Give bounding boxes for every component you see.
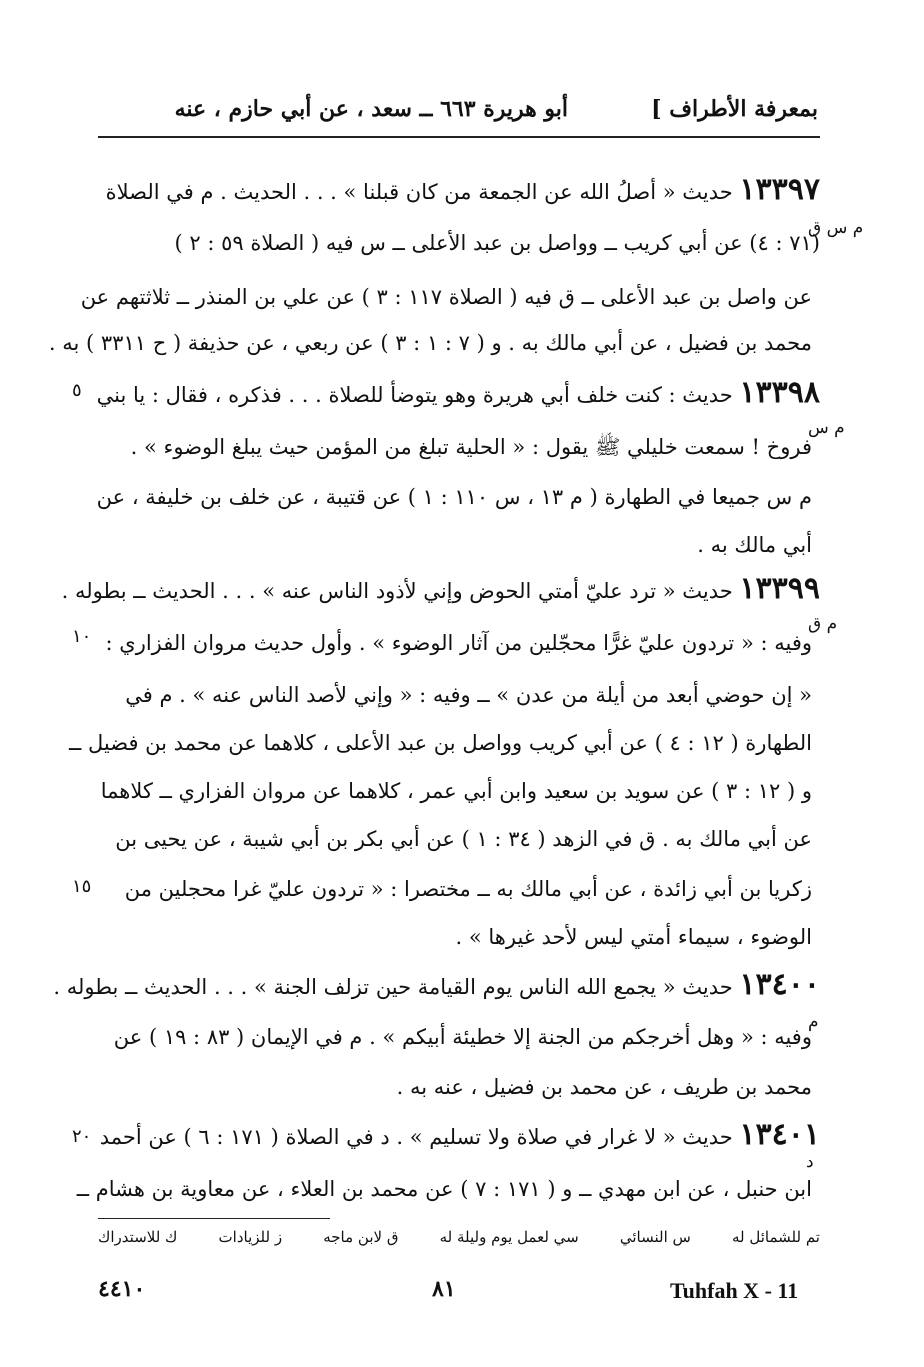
hadith-text: حديث « أصلُ الله عن الجمعة من كان قبلنا » . . . الحديث . م في الصلاة xyxy=(105,180,733,204)
hadith-number: ١٣٣٩٧ xyxy=(739,172,820,207)
hadith-13397-line-2: (٧١ : ٤) عن أبي كريب ــ وواصل بن عبد الأعلى ــ س فيه ( الصلاة ٥٩ : ٢ ) xyxy=(174,231,820,255)
hadith-number: ١٣٤٠٠ xyxy=(739,967,820,1002)
margin-sigla: م س xyxy=(808,418,845,438)
margin-sigla: م ق xyxy=(808,614,838,634)
hadith-13398-line-2: فروخ ! سمعت خليلي ﷺ يقول : « الحلية تبلغ من المؤمن حيث يبلغ الوضوء » . xyxy=(130,435,812,459)
abbreviation: تم للشمائل له xyxy=(731,1228,820,1246)
hadith-13399-line-8: الوضوء ، سيماء أمتي ليس لأحد غيرها » . xyxy=(455,925,812,949)
hadith-13397-line-4: محمد بن فضيل ، عن أبي مالك به . و ( ٧ : ١ : ٣ ) عن ربعي ، عن حذيفة ( ح ٣٣١١ ) به . xyxy=(48,331,812,355)
hadith-13399-line-5: و ( ١٢ : ٣ ) عن سويد بن سعيد وابن أبي عمر ، كلاهما عن مروان الفزاري ــ كلاهما xyxy=(100,779,812,803)
hadith-number: ١٣٣٩٨ xyxy=(739,375,820,410)
hadith-13397-line-3: عن واصل بن عبد الأعلى ــ ق فيه ( الصلاة ١١٧ : ٣ ) عن علي بن المنذر ــ ثلاثتهم عن xyxy=(80,285,812,309)
hadith-number: ١٣٤٠١ xyxy=(739,1117,820,1152)
running-header xyxy=(98,92,818,132)
hadith-13399-line-1 xyxy=(61,571,820,606)
hadith-13400-line-1 xyxy=(53,967,820,1002)
hadith-text: حديث « يجمع الله الناس يوم القيامة حين تزلف الجنة » . . . الحديث ــ بطوله . xyxy=(53,975,733,999)
margin-sigla: م س ق xyxy=(808,218,864,238)
volume-label: Tuhfah X - 11 xyxy=(670,1278,799,1303)
header-rule xyxy=(98,136,820,138)
abbreviation-key xyxy=(98,1228,820,1258)
line-number: ٥ xyxy=(72,380,82,401)
abbreviation: سي لعمل يوم وليلة له xyxy=(439,1228,579,1246)
margin-sigla: م xyxy=(808,1012,819,1032)
margin-sigla: د xyxy=(806,1152,814,1172)
abbreviation: ق لابن ماجه xyxy=(323,1228,399,1246)
abbreviation: ك للاستدراك xyxy=(98,1228,178,1246)
hadith-13399-line-2: وفيه : « تردون عليّ غرًّا محجّلين من آثار الوضوء » . وأول حديث مروان الفزاري : xyxy=(105,631,812,655)
abbreviation: ز للزيادات xyxy=(218,1228,283,1246)
hadith-13397-line-1 xyxy=(105,172,820,207)
hadith-13399-line-6: عن أبي مالك به . ق في الزهد ( ٣٤ : ١ ) عن أبي بكر بن أبي شيبة ، عن يحيى بن xyxy=(115,827,812,851)
hadith-text: حديث : كنت خلف أبي هريرة وهو يتوضأ للصلاة . . . فذكره ، فقال : يا بني xyxy=(96,383,733,407)
line-number: ٢٠ xyxy=(72,1126,92,1147)
hadith-13401-line-2: ابن حنبل ، عن ابن مهدي ــ و ( ١٧١ : ٧ ) عن محمد بن العلاء ، عن معاوية بن هشام ــ xyxy=(76,1177,812,1201)
hadith-13400-line-2: وفيه : « وهل أخرجكم من الجنة إلا خطيئة أبيكم » . م في الإيمان ( ٨٣ : ١٩ ) عن xyxy=(113,1025,812,1049)
hadith-number: ١٣٣٩٩ xyxy=(739,571,820,606)
hadith-13398-line-1 xyxy=(96,375,820,410)
hadith-13399-line-4: الطهارة ( ١٢ : ٤ ) عن أبي كريب وواصل بن عبد الأعلى ، كلاهما عن محمد بن فضيل ــ xyxy=(69,731,812,755)
hadith-13399-line-3: « إن حوضي أبعد من أيلة من عدن » ــ وفيه : « وإني لأصد الناس عنه » . م في xyxy=(125,683,812,707)
header-book-title: بمعرفة الأطراف ] xyxy=(651,96,818,122)
entry-range-number: ٤٤١٠ xyxy=(98,1276,146,1302)
hadith-13401-line-1 xyxy=(99,1117,820,1152)
hadith-13398-line-4: أبي مالك به . xyxy=(697,533,812,557)
footnote-rule xyxy=(98,1218,330,1219)
abbreviation: س النسائي xyxy=(619,1228,691,1246)
page-number: ٨١ xyxy=(432,1276,456,1302)
hadith-13400-line-3: محمد بن طريف ، عن محمد بن فضيل ، عنه به . xyxy=(396,1075,812,1099)
line-number: ١٠ xyxy=(72,626,92,647)
line-number: ١٥ xyxy=(72,876,92,897)
hadith-text: حديث « ترد عليّ أمتي الحوض وإني لأذود الناس عنه » . . . الحديث ــ بطوله . xyxy=(61,579,733,603)
hadith-13398-line-3: م س جميعا في الطهارة ( م ١٣ ، س ١١٠ : ١ ) عن قتيبة ، عن خلف بن خليفة ، عن xyxy=(96,485,812,509)
hadith-text: حديث « لا غرار في صلاة ولا تسليم » . د في الصلاة ( ١٧١ : ٦ ) عن أحمد xyxy=(99,1125,733,1149)
header-chain: أبو هريرة ٦٦٣ ــ سعد ، عن أبي حازم ، عنه xyxy=(174,96,568,122)
hadith-13399-line-7: زكريا بن أبي زائدة ، عن أبي مالك به ــ مختصرا : « تردون عليّ غرا محجلين من xyxy=(124,877,812,901)
